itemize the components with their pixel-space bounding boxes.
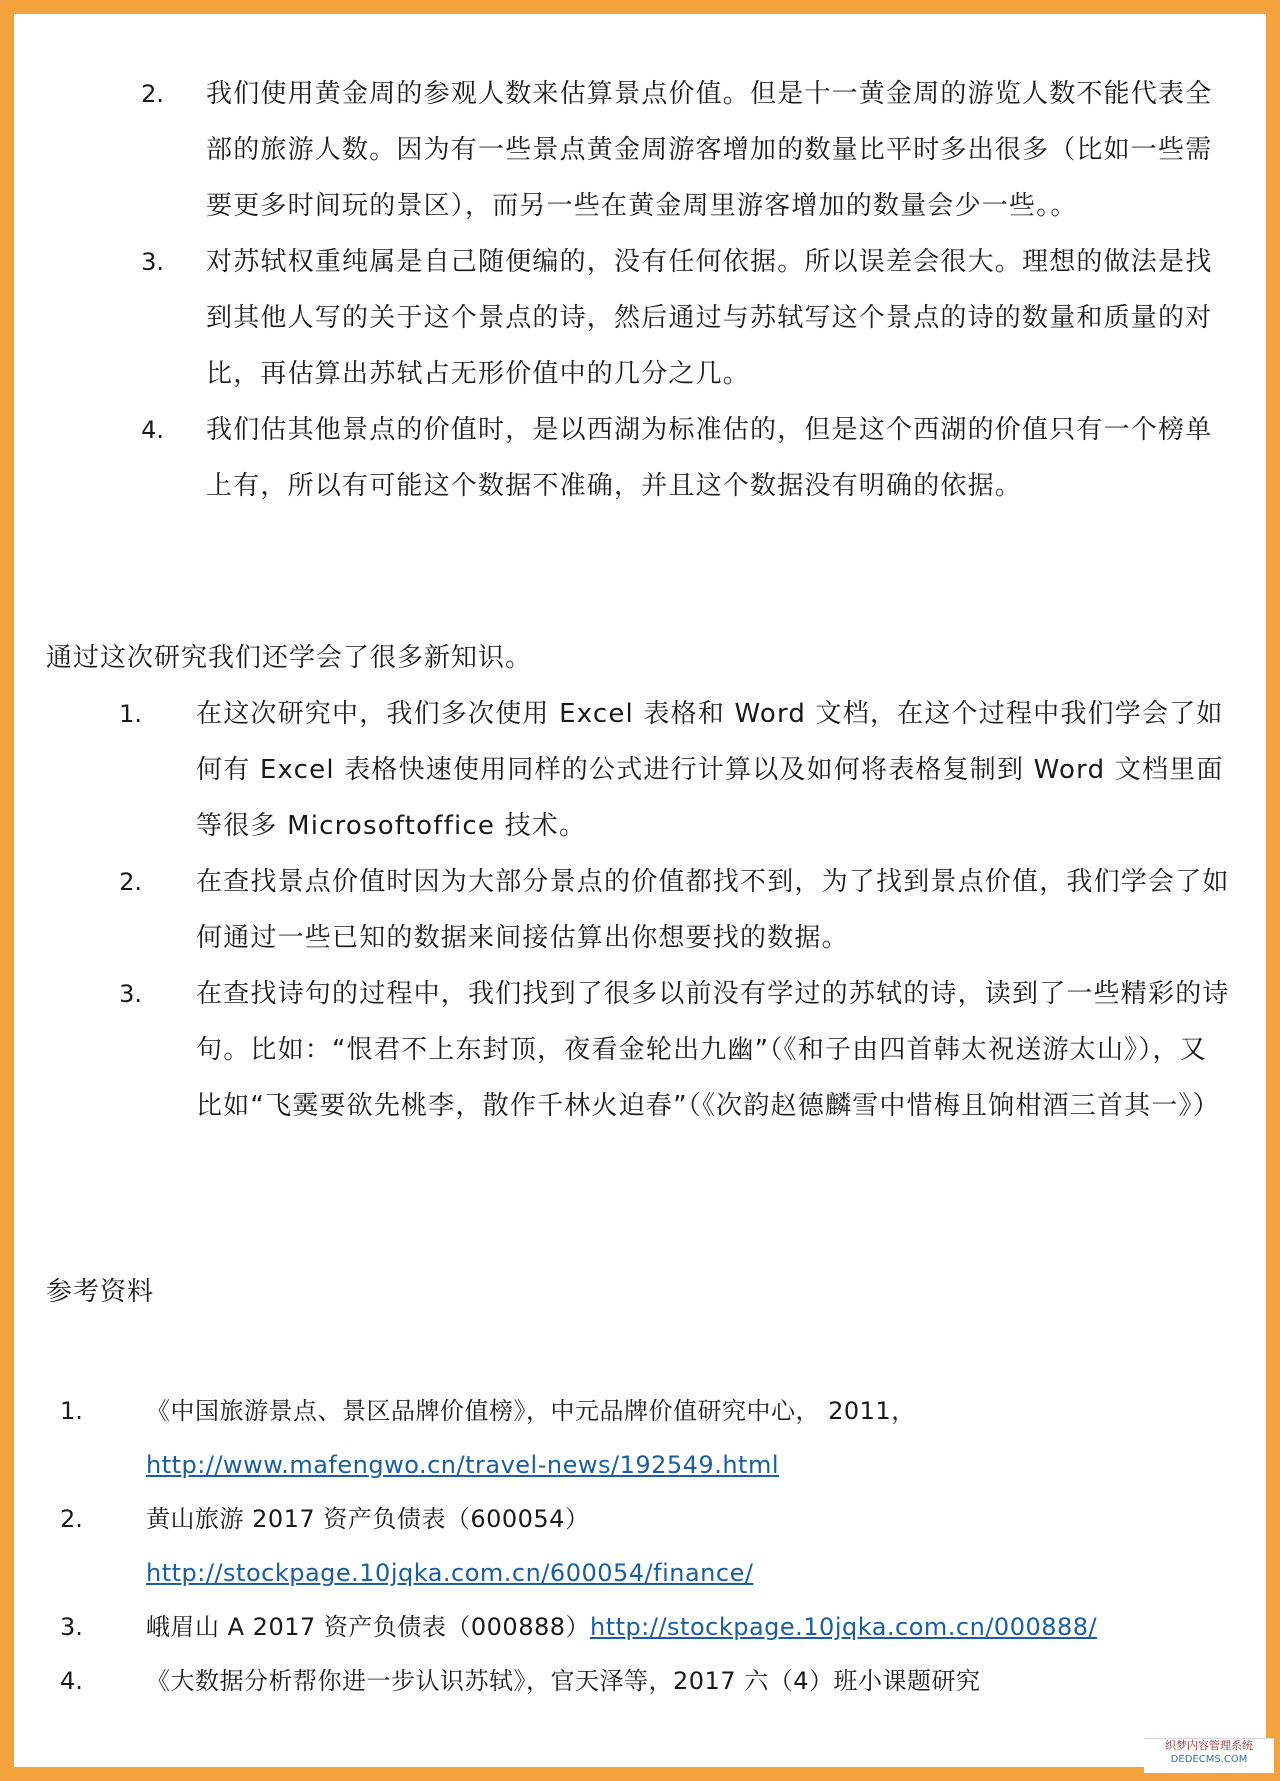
site-watermark	[1144, 1738, 1274, 1773]
list-text: 我们使用黄金周的参观人数来估算景点价值。但是十一黄金周的游览人数不能代表全部的旅游人数。因为有一些景点黄金周游客增加的数量比平时多出很多（比如一些需要更多时间玩的景区），而另一些在黄金周里游客增加的数量会少一些。。	[206, 79, 1213, 221]
reference-item	[60, 1384, 1250, 1492]
list-text: 在查找景点价值时因为大部分景点的价值都找不到，为了找到景点价值，我们学会了如何通过一些已知的数据来间接估算出你想要找的数据。	[196, 867, 1230, 953]
list-number: 4.	[60, 1667, 83, 1695]
watermark-domain: DEDECMS.COM	[1170, 1754, 1248, 1765]
list-text: 对苏轼权重纯属是自己随便编的，没有任何依据。所以误差会很大。理想的做法是找到其他人写的关于这个景点的诗，然后通过与苏轼写这个景点的诗的数量和质量的对比，再估算出苏轼占无形价值中的几分之几。	[206, 247, 1213, 389]
list-number: 3.	[60, 1613, 83, 1641]
list-number: 2.	[141, 80, 164, 108]
list-item	[119, 966, 1234, 1134]
reference-item	[60, 1600, 1250, 1654]
document-page	[14, 14, 1266, 1767]
reference-link[interactable]: http://stockpage.10jqka.com.cn/600054/finance/	[146, 1559, 754, 1587]
list-number: 2.	[60, 1505, 83, 1533]
list-number: 3.	[141, 248, 164, 276]
learning-intro: 通过这次研究我们还学会了很多新知识。	[46, 643, 533, 673]
reference-text: 《中国旅游景点、景区品牌价值榜》，中元品牌价值研究中心， 2011，	[146, 1397, 916, 1425]
list-number: 3.	[119, 980, 142, 1008]
reference-item	[60, 1492, 1250, 1600]
watermark-text: 织梦内容管理系统	[1165, 1739, 1253, 1752]
list-text: 我们估其他景点的价值时，是以西湖为标准估的，但是这个西湖的价值只有一个榜单上有，所以有可能这个数据不准确，并且这个数据没有明确的依据。	[206, 415, 1213, 501]
learning-list	[119, 686, 1234, 1134]
reference-text: 峨眉山 A 2017 资产负债表（000888）	[146, 1613, 590, 1641]
references-heading: 参考资料	[46, 1277, 155, 1307]
list-number: 1.	[60, 1397, 83, 1425]
list-item	[141, 402, 1226, 514]
reference-link[interactable]: http://stockpage.10jqka.com.cn/000888/	[590, 1613, 1098, 1641]
list-text: 在这次研究中，我们多次使用 Excel 表格和 Word 文档，在这个过程中我们学会了如何有 Excel 表格快速使用同样的公式进行计算以及如何将表格复制到 Word 文档里面等很多 Microsoftoffice 技术。	[196, 699, 1224, 841]
list-number: 4.	[141, 416, 164, 444]
list-item	[141, 66, 1226, 234]
list-text: 在查找诗句的过程中，我们找到了很多以前没有学过的苏轼的诗，读到了一些精彩的诗句。比如：“恨君不上东封顶，夜看金轮出九幽”（《和子由四首韩太祝送游太山》），又比如“飞霙要欲先桃李，散作千林火迫春”（《次韵赵德麟雪中惜梅且饷柑酒三首其一》）	[196, 979, 1230, 1121]
reference-item	[60, 1654, 1250, 1708]
list-number: 1.	[119, 700, 142, 728]
reference-text: 黄山旅游 2017 资产负债表（600054）	[146, 1505, 590, 1533]
list-number: 2.	[119, 868, 142, 896]
list-item	[141, 234, 1226, 402]
list-item	[119, 854, 1234, 966]
limitations-list	[141, 66, 1226, 514]
reference-text: 《大数据分析帮你进一步认识苏轼》，官天泽等，2017 六（4）班小课题研究	[146, 1667, 981, 1695]
list-item	[119, 686, 1234, 854]
references-list	[60, 1384, 1250, 1708]
reference-link[interactable]: http://www.mafengwo.cn/travel-news/192549.html	[146, 1451, 779, 1479]
